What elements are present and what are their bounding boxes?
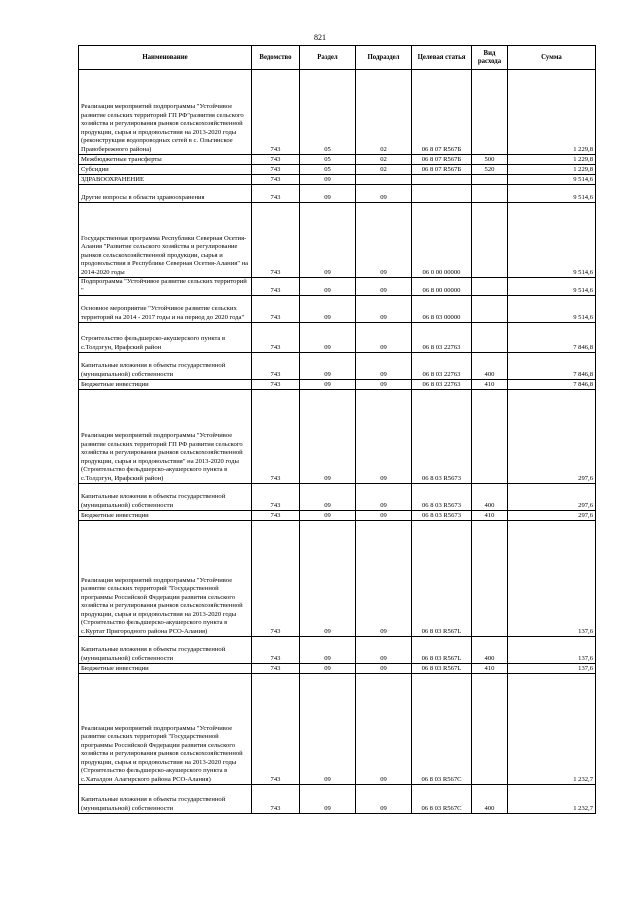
row-name: Субсидии bbox=[79, 165, 252, 175]
row-expense-type: 500 bbox=[472, 155, 508, 165]
row-target-article: 06 0 00 00000 bbox=[412, 203, 472, 278]
row-subsection: 09 bbox=[356, 521, 412, 637]
row-department: 743 bbox=[252, 278, 300, 296]
row-sum: 9 514,6 bbox=[508, 175, 596, 185]
row-department: 743 bbox=[252, 380, 300, 390]
row-subsection: 09 bbox=[356, 664, 412, 674]
row-section: 05 bbox=[300, 155, 356, 165]
row-section: 09 bbox=[300, 511, 356, 521]
table-row bbox=[79, 323, 596, 353]
row-expense-type bbox=[472, 390, 508, 484]
row-target-article: 06 8 03 R567L bbox=[412, 664, 472, 674]
row-subsection: 09 bbox=[356, 390, 412, 484]
row-sum: 297,6 bbox=[508, 390, 596, 484]
table-row bbox=[79, 390, 596, 484]
table-row bbox=[79, 185, 596, 203]
row-department: 743 bbox=[252, 674, 300, 785]
row-target-article bbox=[412, 175, 472, 185]
row-sum: 1 232,7 bbox=[508, 785, 596, 814]
header-name: Наименование bbox=[79, 46, 252, 70]
row-name: Бюджетные инвестиции bbox=[79, 380, 252, 390]
row-expense-type: 410 bbox=[472, 511, 508, 521]
row-sum: 137,6 bbox=[508, 521, 596, 637]
row-subsection: 09 bbox=[356, 380, 412, 390]
row-target-article: 06 8 07 R567Б bbox=[412, 165, 472, 175]
row-department: 743 bbox=[252, 353, 300, 380]
row-target-article: 06 8 03 R5673 bbox=[412, 484, 472, 511]
row-name: Строительство фельдшерско-акушерского пункта в с.Толдзгун, Ирафский район bbox=[79, 323, 252, 353]
row-department: 743 bbox=[252, 511, 300, 521]
row-sum: 7 846,8 bbox=[508, 323, 596, 353]
row-name: Государственная программа Республики Северная Осетия-Алания "Развитие сельского хозяйства и регулирование рынков сельскохозяйственной продукции, сырья и продовольствия в Республике Северная Осетия-Алания" на 2014-2020 годы bbox=[79, 203, 252, 278]
row-target-article: 06 8 03 R567L bbox=[412, 637, 472, 664]
row-section: 09 bbox=[300, 521, 356, 637]
row-section: 05 bbox=[300, 165, 356, 175]
row-section: 09 bbox=[300, 353, 356, 380]
row-name: Основное мероприятие "Устойчивое развитие сельских территорий на 2014 - 2017 годы и на период до 2020 года" bbox=[79, 296, 252, 323]
table-row bbox=[79, 521, 596, 637]
row-subsection bbox=[356, 175, 412, 185]
row-expense-type bbox=[472, 296, 508, 323]
row-target-article: 06 8 03 00000 bbox=[412, 296, 472, 323]
row-expense-type: 520 bbox=[472, 165, 508, 175]
row-target-article: 06 8 03 R567L bbox=[412, 521, 472, 637]
row-expense-type: 400 bbox=[472, 484, 508, 511]
row-section: 09 bbox=[300, 664, 356, 674]
budget-table bbox=[78, 45, 596, 814]
row-target-article: 06 8 07 R567Б bbox=[412, 155, 472, 165]
row-subsection: 09 bbox=[356, 296, 412, 323]
row-name: Капитальные вложения в объекты государственной (муниципальной) собственности bbox=[79, 484, 252, 511]
row-sum: 7 846,8 bbox=[508, 353, 596, 380]
row-subsection: 09 bbox=[356, 203, 412, 278]
row-department: 743 bbox=[252, 521, 300, 637]
row-name: Реализация мероприятий подпрограммы "Устойчивое развитие сельских территорий "Государственной программы Российской Федерации развития сельского хозяйства и регулирования рынков сельскохозяйственной продукции, сырья и продовольствия на 2013-2020 годы (Строительство фельдшерско-акушерского пункта в с.Хаталдон Алагирского района РСО-Алания) bbox=[79, 674, 252, 785]
row-target-article: 06 8 03 R567C bbox=[412, 674, 472, 785]
row-name: Другие вопросы в области здравоохранения bbox=[79, 185, 252, 203]
row-sum: 1 229,8 bbox=[508, 155, 596, 165]
row-target-article: 06 8 03 22763 bbox=[412, 323, 472, 353]
row-name: Подпрограмма "Устойчивое развитие сельских территорий " bbox=[79, 278, 252, 296]
row-subsection: 09 bbox=[356, 353, 412, 380]
table-row bbox=[79, 175, 596, 185]
table-row bbox=[79, 203, 596, 278]
row-target-article: 06 8 07 R567Б bbox=[412, 70, 472, 155]
row-department: 743 bbox=[252, 165, 300, 175]
row-department: 743 bbox=[252, 185, 300, 203]
table-row bbox=[79, 664, 596, 674]
header-department: Ведомство bbox=[252, 46, 300, 70]
row-section: 09 bbox=[300, 674, 356, 785]
row-name: Реализация мероприятий подпрограммы "Устойчивое развитие сельских территорий ГП РФ"развития сельского хозяйства и регулирования рынков сельскохозяйственной продукции, сырья и продовольствия на 2013-2020 годы (реконструкция водопроводных сетей в с. Ольгинское Правобережного района) bbox=[79, 70, 252, 155]
row-expense-type: 410 bbox=[472, 380, 508, 390]
row-department: 743 bbox=[252, 484, 300, 511]
row-target-article: 06 8 03 22763 bbox=[412, 353, 472, 380]
row-subsection: 02 bbox=[356, 70, 412, 155]
table-row bbox=[79, 165, 596, 175]
row-name: ЗДРАВООХРАНЕНИЕ bbox=[79, 175, 252, 185]
row-sum: 137,6 bbox=[508, 637, 596, 664]
table-row bbox=[79, 278, 596, 296]
row-department: 743 bbox=[252, 785, 300, 814]
table-row bbox=[79, 785, 596, 814]
header-subsection: Подраздел bbox=[356, 46, 412, 70]
table-row bbox=[79, 380, 596, 390]
row-department: 743 bbox=[252, 296, 300, 323]
row-section: 09 bbox=[300, 175, 356, 185]
page-number: 821 bbox=[314, 33, 326, 42]
header-expense-type: Вид расхода bbox=[472, 46, 508, 70]
row-expense-type bbox=[472, 674, 508, 785]
row-department: 743 bbox=[252, 155, 300, 165]
row-expense-type: 400 bbox=[472, 637, 508, 664]
row-target-article: 06 8 00 00000 bbox=[412, 278, 472, 296]
row-department: 743 bbox=[252, 664, 300, 674]
row-sum: 7 846,8 bbox=[508, 380, 596, 390]
row-name: Бюджетные инвестиции bbox=[79, 511, 252, 521]
row-name: Капитальные вложения в объекты государственной (муниципальной) собственности bbox=[79, 637, 252, 664]
row-sum: 9 514,6 bbox=[508, 278, 596, 296]
row-name: Реализация мероприятий подпрограммы "Устойчивое развитие сельских территорий ГП РФ развития сельского хозяйства и регулирования рынков сельскохозяйственной продукции, сырья и продовольствия" на 2013-2020 годы (Строительство фельдшерско-акушерского пункта в с.Толдзгун, Ирафский район) bbox=[79, 390, 252, 484]
row-section: 09 bbox=[300, 484, 356, 511]
row-department: 743 bbox=[252, 390, 300, 484]
row-target-article: 06 8 03 R567C bbox=[412, 785, 472, 814]
row-subsection: 02 bbox=[356, 155, 412, 165]
row-section: 09 bbox=[300, 637, 356, 664]
row-subsection: 09 bbox=[356, 323, 412, 353]
table-header-row bbox=[79, 46, 596, 70]
row-expense-type bbox=[472, 70, 508, 155]
row-name: Межбюджетные трансферты bbox=[79, 155, 252, 165]
table-row bbox=[79, 70, 596, 155]
row-target-article bbox=[412, 185, 472, 203]
row-name: Бюджетные инвестиции bbox=[79, 664, 252, 674]
row-sum: 1 229,8 bbox=[508, 70, 596, 155]
row-sum: 1 232,7 bbox=[508, 674, 596, 785]
row-sum: 297,6 bbox=[508, 484, 596, 511]
row-subsection: 09 bbox=[356, 674, 412, 785]
table-row bbox=[79, 353, 596, 380]
row-expense-type bbox=[472, 521, 508, 637]
row-sum: 9 514,6 bbox=[508, 296, 596, 323]
row-name: Капитальные вложения в объекты государственной (муниципальной) собственности bbox=[79, 785, 252, 814]
row-section: 09 bbox=[300, 203, 356, 278]
row-name: Капитальные вложения в объекты государственной (муниципальной) собственности bbox=[79, 353, 252, 380]
row-subsection: 09 bbox=[356, 785, 412, 814]
row-section: 09 bbox=[300, 296, 356, 323]
row-section: 09 bbox=[300, 185, 356, 203]
row-department: 743 bbox=[252, 175, 300, 185]
table-row bbox=[79, 155, 596, 165]
row-section: 05 bbox=[300, 70, 356, 155]
row-target-article: 06 8 03 R5673 bbox=[412, 390, 472, 484]
row-expense-type: 400 bbox=[472, 785, 508, 814]
table-row bbox=[79, 674, 596, 785]
row-section: 09 bbox=[300, 380, 356, 390]
header-sum: Сумма bbox=[508, 46, 596, 70]
row-target-article: 06 8 03 R5673 bbox=[412, 511, 472, 521]
row-section: 09 bbox=[300, 390, 356, 484]
row-subsection: 09 bbox=[356, 278, 412, 296]
row-target-article: 06 8 03 22763 bbox=[412, 380, 472, 390]
header-target-article: Целевая статья bbox=[412, 46, 472, 70]
row-expense-type bbox=[472, 185, 508, 203]
row-sum: 9 514,6 bbox=[508, 185, 596, 203]
row-subsection: 09 bbox=[356, 484, 412, 511]
row-expense-type: 410 bbox=[472, 664, 508, 674]
table-row bbox=[79, 296, 596, 323]
row-expense-type: 400 bbox=[472, 353, 508, 380]
table-row bbox=[79, 484, 596, 511]
row-subsection: 09 bbox=[356, 185, 412, 203]
row-department: 743 bbox=[252, 323, 300, 353]
row-subsection: 09 bbox=[356, 511, 412, 521]
table-row bbox=[79, 511, 596, 521]
row-expense-type bbox=[472, 203, 508, 278]
row-sum: 1 229,8 bbox=[508, 165, 596, 175]
row-name: Реализация мероприятий подпрограммы "Устойчивое развитие сельских территорий "Государственной программы Российской Федерации развития сельского хозяйства и регулирования рынков сельскохозяйственной продукции, сырья и продовольствия на 2013-2020 годы (Строительство фельдшерско-акушерского пункта в с.Куртат Пригородного района РСО-Алания) bbox=[79, 521, 252, 637]
header-section: Раздел bbox=[300, 46, 356, 70]
row-section: 09 bbox=[300, 785, 356, 814]
row-expense-type bbox=[472, 323, 508, 353]
row-department: 743 bbox=[252, 203, 300, 278]
row-expense-type bbox=[472, 278, 508, 296]
row-expense-type bbox=[472, 175, 508, 185]
row-department: 743 bbox=[252, 70, 300, 155]
row-sum: 297,6 bbox=[508, 511, 596, 521]
row-sum: 9 514,6 bbox=[508, 203, 596, 278]
row-department: 743 bbox=[252, 637, 300, 664]
row-subsection: 02 bbox=[356, 165, 412, 175]
row-section: 09 bbox=[300, 323, 356, 353]
row-section: 09 bbox=[300, 278, 356, 296]
row-sum: 137,6 bbox=[508, 664, 596, 674]
row-subsection: 09 bbox=[356, 637, 412, 664]
table-row bbox=[79, 637, 596, 664]
